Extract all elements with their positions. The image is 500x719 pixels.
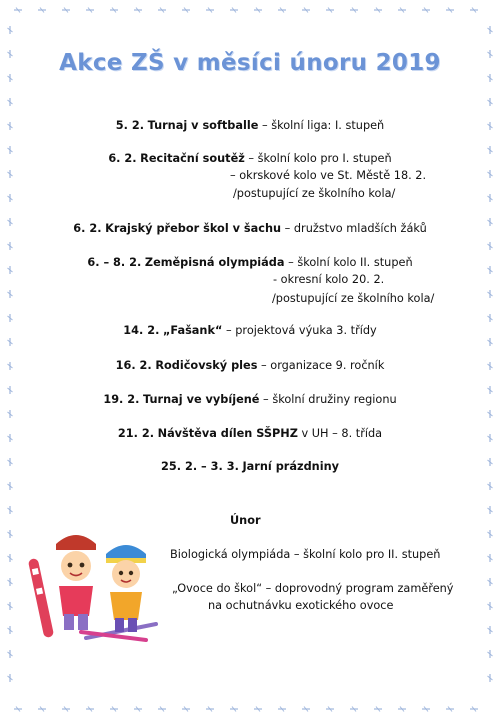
border-mark [374,707,382,712]
border-mark [488,602,493,610]
border-mark [488,194,493,202]
border-mark [182,707,190,712]
border-mark [206,8,214,13]
event-detail: školní kolo pro I. stupeň [257,152,392,165]
border-mark [398,707,406,712]
border-mark [8,410,13,418]
border-mark [488,578,493,586]
girl-figure [56,535,96,630]
border-mark [38,8,46,13]
event-date: 19. 2. [103,393,140,406]
border-mark [254,8,262,13]
border-mark [8,338,13,346]
event-row [0,119,500,133]
border-mark [8,314,13,322]
border-mark [488,530,493,538]
border-mark [8,674,13,682]
border-mark [278,8,286,13]
event-name: Recitační soutěž [140,152,245,165]
month-heading: Únor [230,514,261,527]
event-row [0,359,500,373]
event-row [0,152,500,166]
border-mark [206,707,214,712]
page-title: Akce ZŠ v měsíci únoru 2019 [59,50,441,76]
border-mark [110,707,118,712]
border-mark [488,242,493,250]
border-mark [470,8,478,13]
border-mark [8,170,13,178]
border-mark [302,8,310,13]
border-mark [488,650,493,658]
event-name: Zeměpisná olympiáda [144,256,285,269]
border-mark [8,242,13,250]
border-mark [488,98,493,106]
border-mark [182,8,190,13]
boy-figure [106,545,146,632]
border-mark [254,707,262,712]
border-mark [158,707,166,712]
event-extra-line: /postupující ze školního kola/ [233,187,396,200]
event-detail: družstvo mladších žáků [293,222,427,235]
border-mark [488,626,493,634]
border-mark [488,26,493,34]
event-date: 16. 2. [115,359,152,372]
border-mark [8,554,13,562]
border-mark [470,707,478,712]
border-mark [488,290,493,298]
border-mark [38,707,46,712]
border-mark [488,314,493,322]
event-date: 25. 2. – 3. 3. [161,460,239,473]
border-mark [326,8,334,13]
border-mark [488,410,493,418]
event-detail: projektová výuka 3. třídy [235,324,377,337]
month-item: „Ovoce do škol“ – doprovodný program zaměřený [172,582,454,595]
event-date: 6. 2. [73,222,102,235]
border-mark [14,707,22,712]
border-mark [14,8,22,13]
border-mark [350,707,358,712]
border-mark [488,506,493,514]
border-mark [8,602,13,610]
event-sep: – [244,152,258,165]
border-mark [374,8,382,13]
event-extra-line: /postupující ze školního kola/ [272,292,435,305]
event-name: Krajský přebor škol v šachu [105,222,282,235]
border-mark [302,707,310,712]
border-mark [446,8,454,13]
event-name: „Fašank“ [162,324,223,337]
border-mark [350,8,358,13]
border-mark [488,170,493,178]
border-mark [488,482,493,490]
border-mark [8,26,13,34]
border-mark [8,530,13,538]
border-mark [488,338,493,346]
event-name: Návštěva dílen SŠPHZ [157,427,298,440]
border-mark [422,8,430,13]
event-name: Turnaj ve vybíjené [143,393,260,406]
border-mark [110,8,118,13]
border-mark [8,290,13,298]
border-mark [230,707,238,712]
border-mark [86,707,94,712]
border-mark [86,8,94,13]
event-sep: – [284,256,298,269]
event-detail: školní kolo II. stupeň [297,256,413,269]
event-detail: 8. třída [341,427,383,440]
border-mark [8,650,13,658]
event-date: 6. – 8. 2. [87,256,142,269]
border-mark [488,554,493,562]
event-extra-line: – okrskové kolo ve St. Městě 18. 2. [230,169,427,182]
border-mark [8,506,13,514]
event-sep: – [257,359,271,372]
border-mark [398,8,406,13]
event-sep: – [222,324,236,337]
skiing-kids-illustration [26,528,166,648]
event-date: 5. 2. [115,119,145,132]
border-mark [62,707,70,712]
border-mark [158,8,166,13]
event-row [0,324,500,338]
event-sep: v UH – [297,427,342,440]
event-row [0,256,500,270]
event-row [0,427,500,441]
border-mark [8,482,13,490]
border-mark [446,707,454,712]
event-sep: – [258,119,272,132]
event-date: 6. 2. [108,152,137,165]
event-date: 14. 2. [123,324,160,337]
event-name: Turnaj v softballe [147,119,259,132]
border-mark [278,707,286,712]
border-mark [134,8,142,13]
border-mark [8,98,13,106]
event-row [0,460,500,474]
border-mark [326,707,334,712]
month-item: na ochutnávku exotického ovoce [208,599,394,612]
border-mark [62,8,70,13]
event-sep: – [281,222,294,235]
border-mark [230,8,238,13]
event-extra-line: - okresní kolo 20. 2. [273,273,385,286]
event-detail: organizace 9. ročník [270,359,385,372]
event-row [0,393,500,407]
border-mark [488,674,493,682]
border-mark [8,578,13,586]
event-name: Jarní prázdniny [242,460,339,473]
border-mark [8,626,13,634]
event-name: Rodičovský ples [155,359,258,372]
border-mark [8,194,13,202]
event-sep: – [259,393,273,406]
event-detail: školní družiny regionu [272,393,397,406]
event-row [0,222,500,236]
event-detail: školní liga: I. stupeň [271,119,385,132]
month-item: Biologická olympiáda – školní kolo pro II. stupeň [170,548,441,561]
event-date: 21. 2. [117,427,155,440]
border-mark [422,707,430,712]
border-mark [134,707,142,712]
